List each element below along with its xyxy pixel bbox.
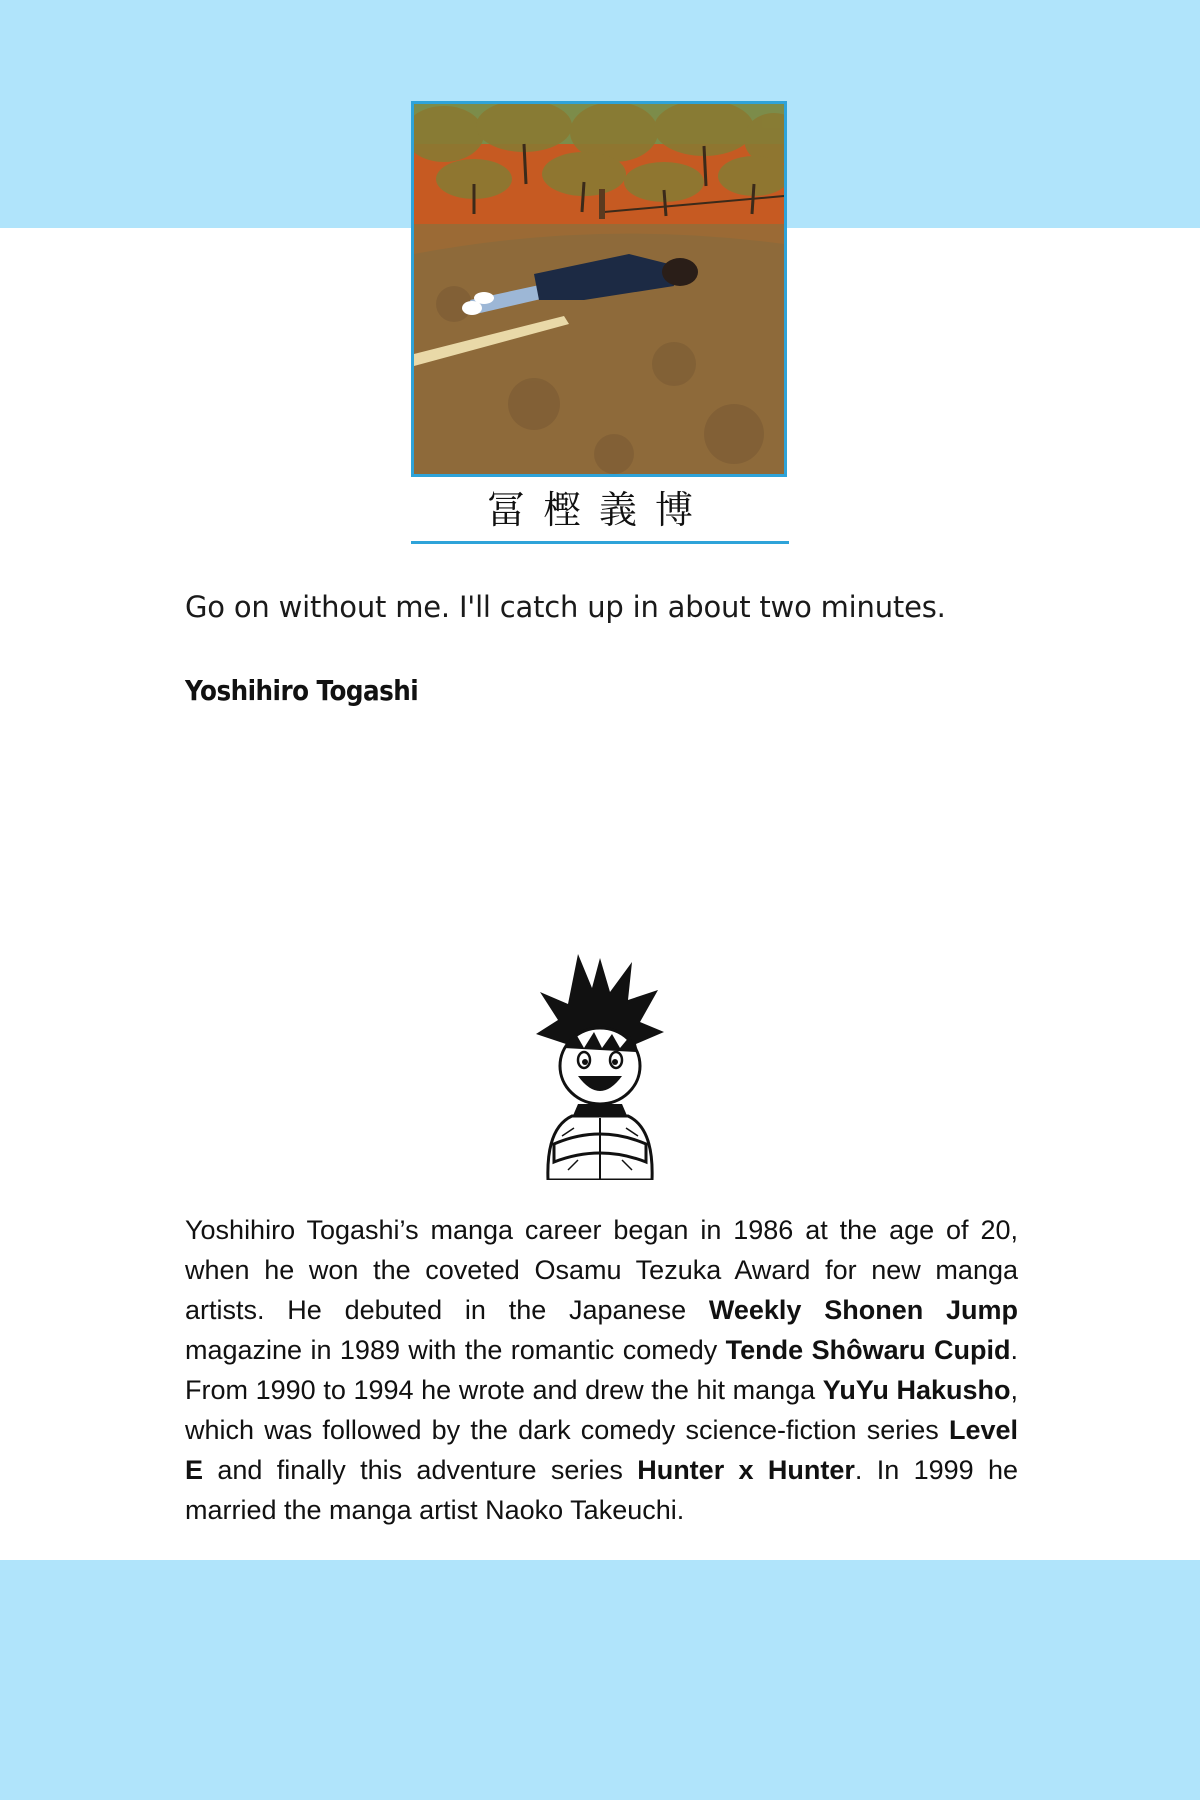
author-biography [185, 1210, 1018, 1530]
kanji-name: 冨樫義博 [486, 488, 711, 532]
bio-text-6: . In 1999 he married the manga artist Naoko Takeuchi. [185, 1455, 1018, 1525]
bio-text-2: magazine in 1989 with the romantic comedy [185, 1335, 726, 1365]
bio-text-4: , which was followed by the dark comedy science-fiction series [185, 1375, 1018, 1445]
author-signature: Yoshihiro Togashi [185, 674, 419, 707]
bottom-color-band [0, 1560, 1200, 1800]
bio-text-5: and finally this adventure series [203, 1455, 638, 1485]
bio-title-level-e: Level E [185, 1415, 1018, 1485]
bio-title-weekly-shonen-jump: Weekly Shonen Jump [708, 1295, 1018, 1325]
bio-title-yuyu-hakusho: YuYu Hakusho [822, 1375, 1011, 1405]
gon-illustration [528, 948, 672, 1180]
kanji-underline [411, 541, 789, 544]
bio-title-tende-showaru-cupid: Tende Shôwaru Cupid [725, 1335, 1011, 1365]
author-quote: Go on without me. I'll catch up in about two minutes. [185, 590, 946, 624]
bio-text-3: . From 1990 to 1994 he wrote and drew the hit manga [185, 1335, 1019, 1405]
author-photo [411, 101, 787, 477]
bio-title-hunter-x-hunter: Hunter x Hunter [637, 1455, 855, 1485]
bio-text-1: Yoshihiro Togashi’s manga career began in 1986 at the age of 20, when he won the coveted Osamu Tezuka Award for new manga artists. He debuted in the Japanese [185, 1215, 1018, 1325]
